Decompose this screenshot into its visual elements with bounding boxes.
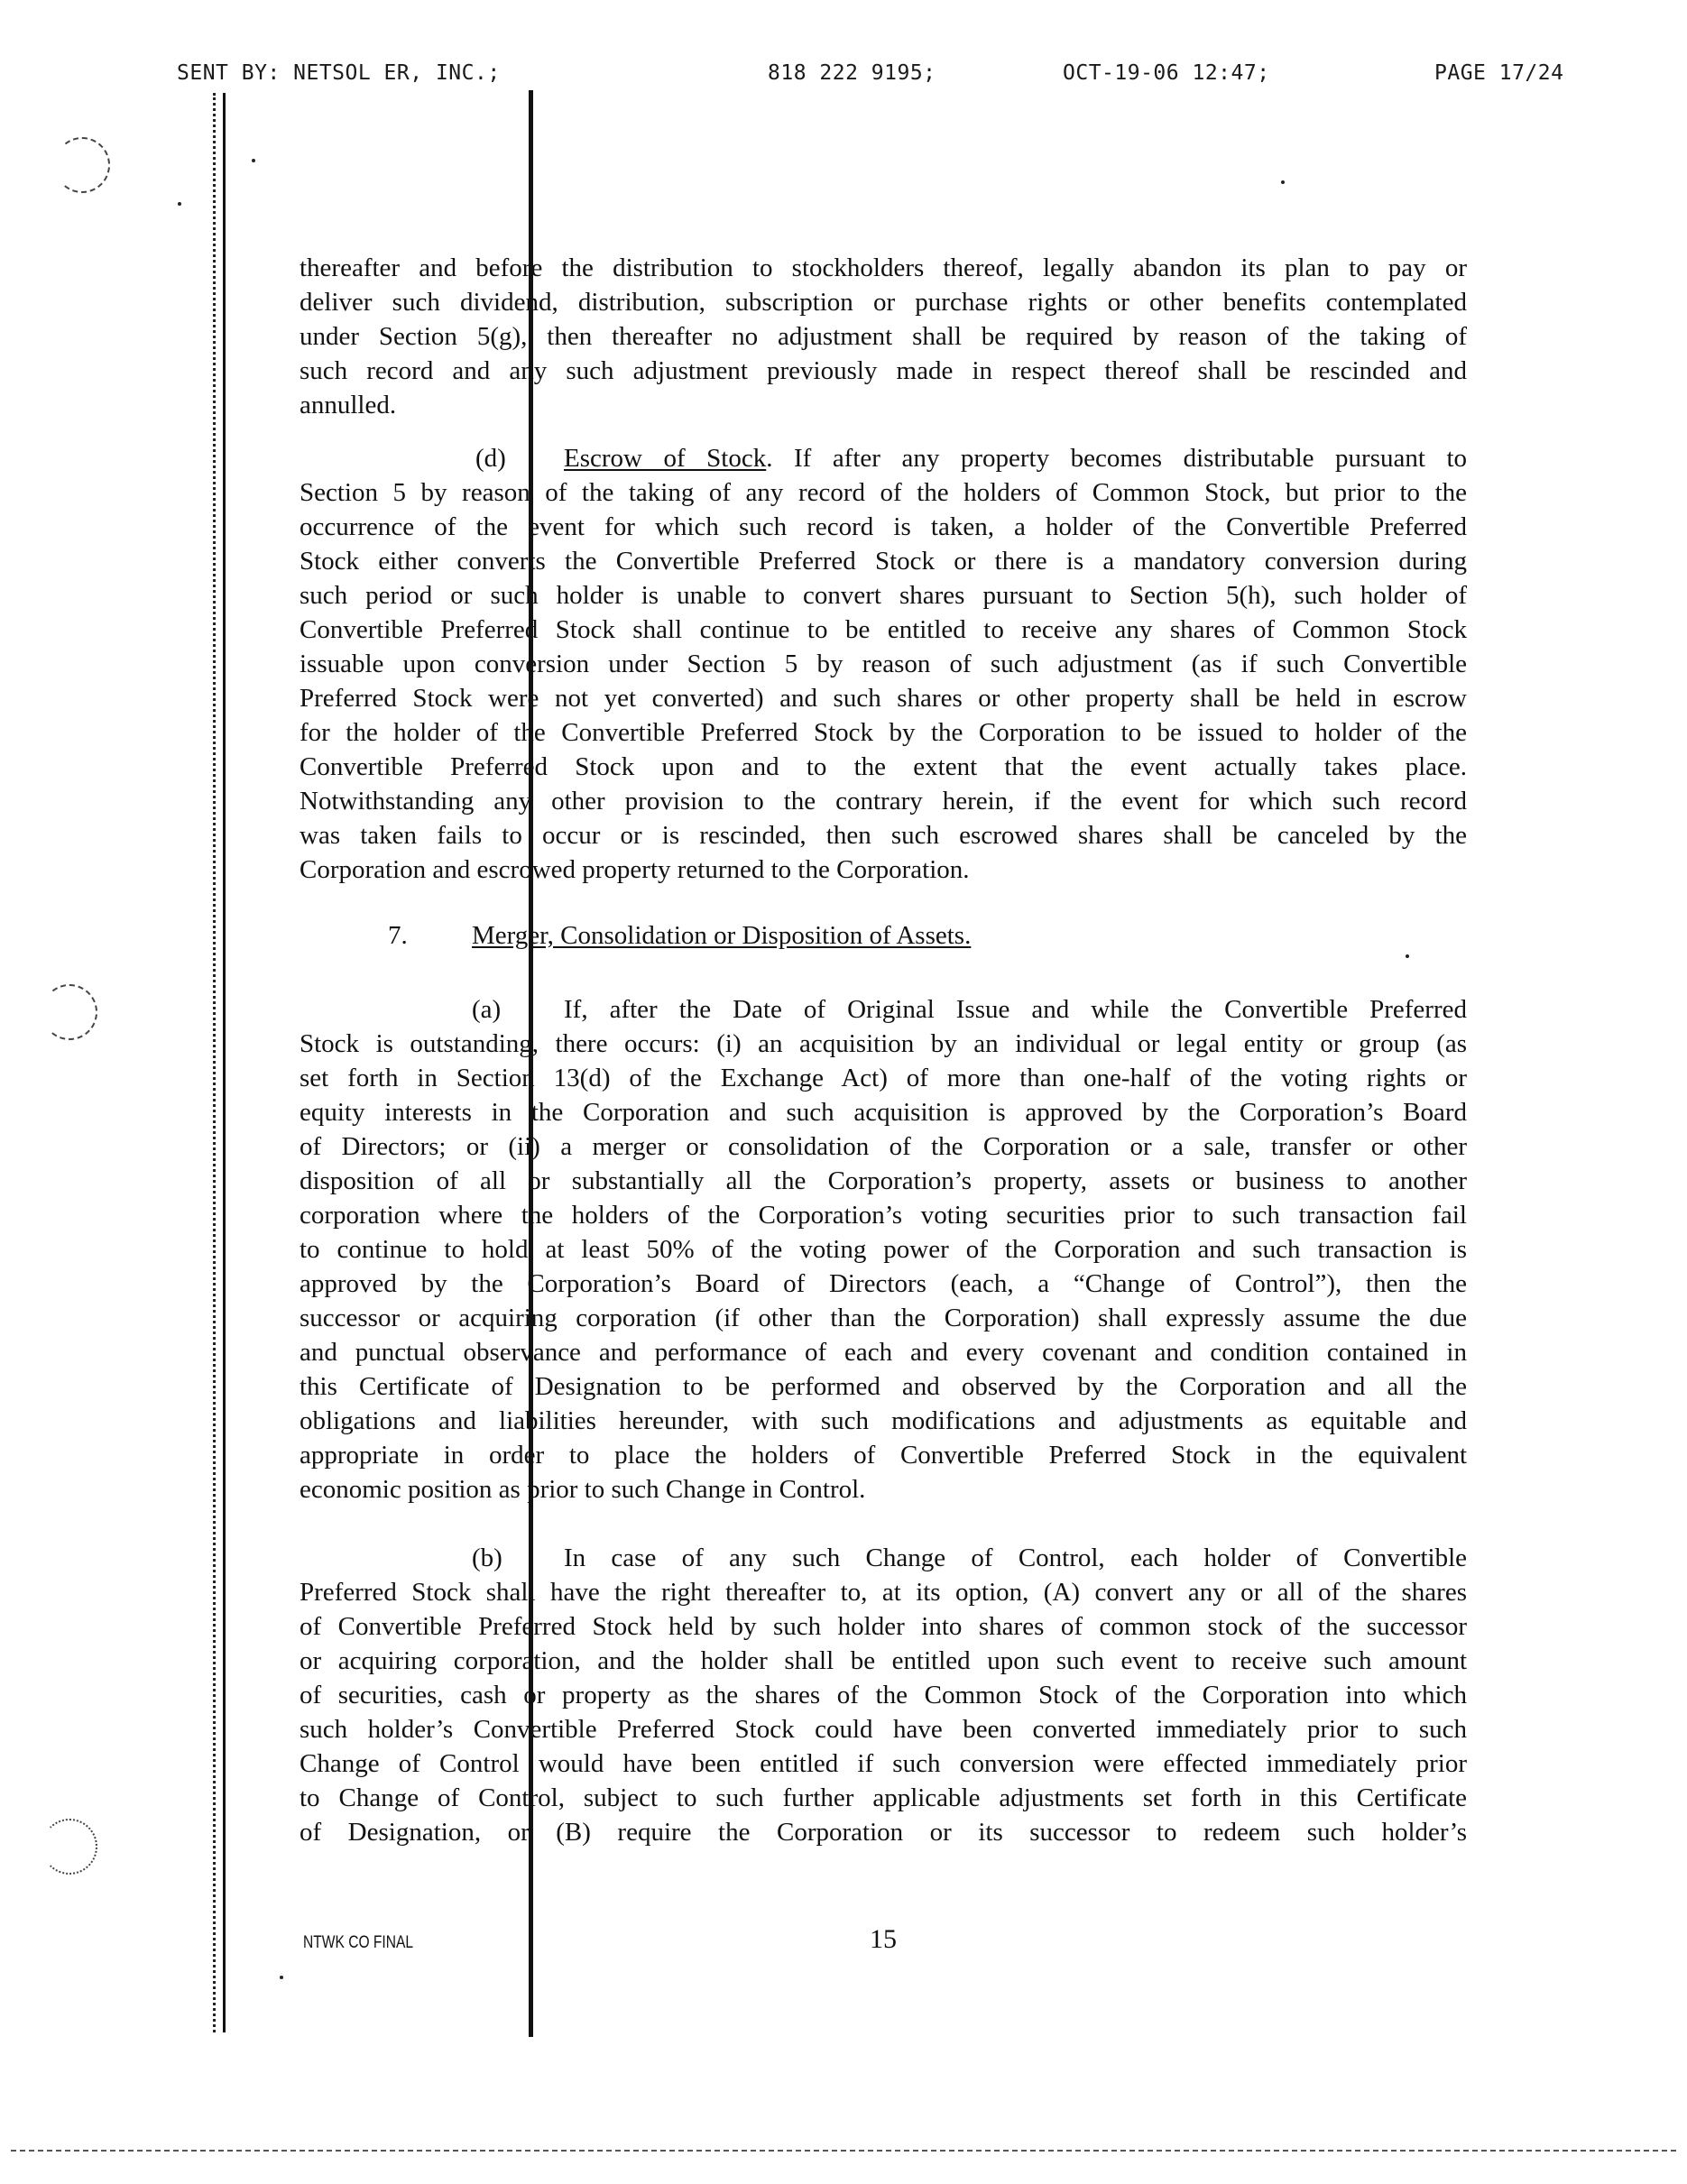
text-line: Preferred Stock were not yet converted) and such shares or other property shall be held in escrow xyxy=(300,684,1467,713)
section-heading: Escrow of Stock xyxy=(564,444,767,473)
text-line: Stock either converts the Convertible Preferred Stock or there is a mandatory conversion during xyxy=(300,547,1467,576)
margin-line-dotted xyxy=(213,93,216,2032)
text-line: Change of Control would have been entitled if such conversion were effected immediately prior xyxy=(300,1749,1467,1778)
hole-punch-mark xyxy=(41,1819,97,1875)
fax-page: PAGE 17/24 xyxy=(1434,61,1564,85)
text-line: such period or such holder is unable to convert shares pursuant to Section 5(h), such holder of xyxy=(300,581,1467,610)
text-line: of Designation, or (B) require the Corporation or its successor to redeem such holder’s xyxy=(300,1818,1467,1847)
hole-punch-mark xyxy=(54,137,110,193)
section-number: 7. xyxy=(388,921,408,950)
hole-punch-mark xyxy=(41,984,97,1040)
scan-speck xyxy=(178,202,181,206)
text-line: disposition of all or substantially all the Corporation’s property, assets or business to another xyxy=(300,1166,1467,1195)
text-line: appropriate in order to place the holders of Convertible Preferred Stock in the equivalent xyxy=(300,1441,1467,1470)
text-line: If, after the Date of Original Issue and while the Convertible Preferred xyxy=(564,995,1467,1024)
paragraph-label: (d) xyxy=(475,444,506,473)
text-line: this Certificate of Designation to be performed and observed by the Corporation and all the xyxy=(300,1372,1467,1401)
text-line: such record and any such adjustment previously made in respect thereof shall be rescinded and xyxy=(300,356,1467,385)
text-line: Corporation and escrowed property returned to the Corporation. xyxy=(300,855,970,884)
text-line: thereafter and before the distribution to stockholders thereof, legally abandon its plan to pay or xyxy=(300,253,1467,282)
fax-bottom-rule xyxy=(11,2150,1676,2152)
section-title: Merger, Consolidation or Disposition of Assets. xyxy=(472,921,972,950)
text-line: corporation where the holders of the Corporation’s voting securities prior to such transaction fail xyxy=(300,1201,1467,1230)
text-line: Convertible Preferred Stock shall continue to be entitled to receive any shares of Common Stock xyxy=(300,615,1467,644)
text-line: or acquiring corporation, and the holder shall be entitled upon such event to receive such amount xyxy=(300,1646,1467,1675)
scan-speck xyxy=(1281,180,1285,184)
text-line xyxy=(564,441,1467,475)
scan-speck xyxy=(1406,954,1409,958)
text-line: and punctual observance and performance of each and every covenant and condition contained in xyxy=(300,1338,1467,1367)
scan-speck xyxy=(252,159,255,162)
text-line: set forth in Section 13(d) of the Exchange Act) of more than one-half of the voting rights or xyxy=(300,1064,1467,1092)
text-line: deliver such dividend, distribution, subscription or purchase rights or other benefits contemplated xyxy=(300,288,1467,317)
paragraph-label: (a) xyxy=(472,995,502,1024)
fax-phone: 818 222 9195; xyxy=(768,61,936,85)
text-fragment: . If after any property becomes distributable pursuant to xyxy=(766,444,1467,473)
text-line: annulled. xyxy=(300,391,397,419)
text-line: obligations and liabilities hereunder, with such modifications and adjustments as equitable and xyxy=(300,1406,1467,1435)
text-line: of securities, cash or property as the shares of the Common Stock of the Corporation into which xyxy=(300,1681,1467,1709)
text-line: approved by the Corporation’s Board of Directors (each, a “Change of Control”), then the xyxy=(300,1269,1467,1298)
text-line: issuable upon conversion under Section 5 by reason of such adjustment (as if such Convertible xyxy=(300,650,1467,678)
text-line: Convertible Preferred Stock upon and to the extent that the event actually takes place. xyxy=(300,752,1467,781)
scan-speck xyxy=(280,1976,283,1979)
text-line: to continue to hold at least 50% of the voting power of the Corporation and such transaction is xyxy=(300,1235,1467,1264)
fax-datetime: OCT-19-06 12:47; xyxy=(1063,61,1270,85)
text-line: of Convertible Preferred Stock held by such holder into shares of common stock of the successor xyxy=(300,1612,1467,1641)
text-line: to Change of Control, subject to such further applicable adjustments set forth in this Certificate xyxy=(300,1783,1467,1812)
footer-page-number: 15 xyxy=(870,1924,897,1954)
text-line: under Section 5(g), then thereafter no adjustment shall be required by reason of the taking of xyxy=(300,322,1467,351)
fax-sender: SENT BY: NETSOL ER, INC.; xyxy=(177,61,501,85)
text-line: equity interests in the Corporation and such acquisition is approved by the Corporation’s Board xyxy=(300,1098,1467,1127)
footer-document-id: NTWK CO FINAL xyxy=(303,1933,414,1952)
text-line: economic position as prior to such Change in Control. xyxy=(300,1475,866,1504)
text-line: occurrence of the event for which such record is taken, a holder of the Convertible Preferred xyxy=(300,512,1467,541)
text-line: Preferred Stock shall have the right thereafter to, at its option, (A) convert any or all of the shares xyxy=(300,1578,1467,1607)
text-line: of Directors; or (ii) a merger or consolidation of the Corporation or a sale, transfer or other xyxy=(300,1132,1467,1161)
fax-header xyxy=(0,61,1687,92)
text-line: Notwithstanding any other provision to the contrary herein, if the event for which such record xyxy=(300,787,1467,816)
text-line: Stock is outstanding, there occurs: (i) an acquisition by an individual or legal entity or group (as xyxy=(300,1029,1467,1058)
text-line: successor or acquiring corporation (if other than the Corporation) shall expressly assume the due xyxy=(300,1304,1467,1332)
text-line: was taken fails to occur or is rescinded, then such escrowed shares shall be canceled by the xyxy=(300,821,1467,850)
text-line: Section 5 by reason of the taking of any record of the holders of Common Stock, but prior to the xyxy=(300,478,1467,507)
paragraph-label: (b) xyxy=(472,1544,502,1572)
text-line: for the holder of the Convertible Preferred Stock by the Corporation to be issued to holder of the xyxy=(300,718,1467,747)
text-line: In case of any such Change of Control, each holder of Convertible xyxy=(564,1544,1467,1572)
margin-line-solid xyxy=(223,93,226,2032)
text-line: such holder’s Convertible Preferred Stock could have been converted immediately prior to such xyxy=(300,1715,1467,1744)
